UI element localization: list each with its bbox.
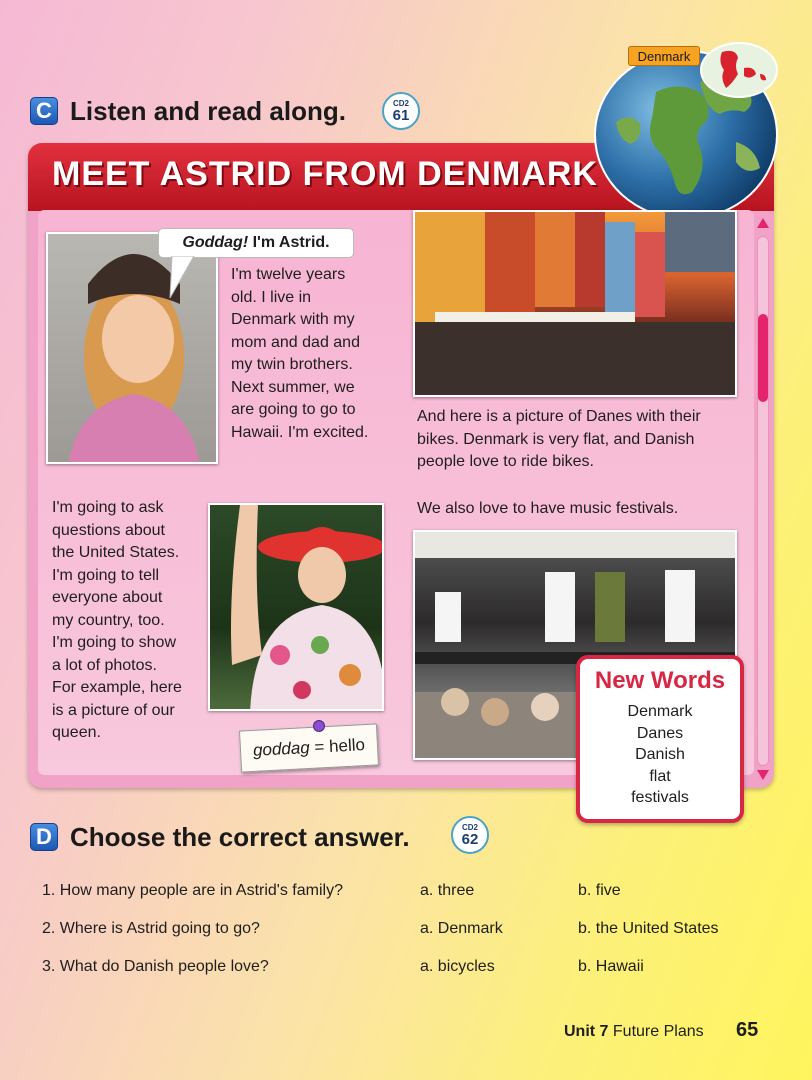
intro-line: my twin brothers.: [231, 356, 353, 373]
cd-label: CD2: [392, 98, 409, 108]
new-word: Danes: [636, 724, 684, 742]
goddag-definition-card: [239, 723, 379, 772]
goddag-meaning: = hello: [309, 735, 366, 757]
new-word: Denmark: [627, 703, 693, 720]
answer-1b[interactable]: b. five: [578, 882, 621, 899]
paragraph-line: I'm going to show: [52, 634, 177, 651]
answer-3b[interactable]: b. Hawaii: [578, 958, 644, 975]
paragraph-line: I'm going to tell: [52, 566, 160, 584]
copenhagen-street-photo: [413, 210, 737, 397]
intro-line: are going to go to: [231, 401, 356, 418]
speech-intro: I'm Astrid.: [248, 234, 330, 251]
bikes-line: bikes. Denmark is very flat, and Danish: [417, 430, 695, 448]
cd-track-number: 61: [392, 106, 410, 124]
new-words-title: New Words: [594, 667, 726, 694]
denmark-inset-map: [700, 42, 778, 98]
intro-line: mom and dad and: [231, 333, 360, 351]
page-footer: [564, 1023, 704, 1041]
scroll-up-arrow-icon[interactable]: [756, 216, 770, 230]
answer-3a[interactable]: a. bicycles: [420, 958, 495, 975]
goddag-word: goddag: [252, 737, 311, 760]
denmark-map-shape: [702, 44, 778, 98]
new-word: flat: [649, 767, 671, 785]
answer-2b[interactable]: b. the United States: [578, 920, 719, 937]
new-words-box: [576, 655, 744, 823]
queen-photo: [208, 503, 384, 711]
bikes-paragraph: [417, 406, 747, 474]
intro-line: I'm twelve years: [231, 266, 346, 283]
intro-paragraph: [231, 264, 401, 444]
speech-greeting: Goddag!: [182, 234, 249, 251]
intro-line: Next summer, we: [231, 378, 355, 396]
section-c-title: Listen and read along.: [70, 96, 346, 126]
festival-text: We also love to have music festivals.: [417, 500, 679, 517]
intro-line: Denmark with my: [231, 311, 355, 328]
paragraph-line: questions about: [52, 521, 165, 539]
new-word: festivals: [631, 789, 689, 806]
paragraph-line: I'm going to ask: [52, 499, 164, 516]
paragraph-line: everyone about: [52, 589, 163, 606]
page-number: 65: [736, 1019, 759, 1041]
questions-paragraph: [52, 497, 212, 745]
cd-track-62-badge[interactable]: [451, 816, 489, 854]
street-scene-graphic: [415, 212, 737, 397]
intro-line: old. I live in: [231, 288, 312, 306]
footer-topic: Future Plans: [612, 1023, 704, 1040]
pushpin-icon: [313, 720, 325, 732]
cd-label: CD2: [461, 822, 478, 832]
paragraph-line: For example, here: [52, 679, 182, 696]
astrid-speech-bubble: [158, 228, 354, 258]
paragraph-line: queen.: [52, 724, 101, 741]
cd-track-61-badge[interactable]: [382, 92, 420, 130]
bikes-line: people love to ride bikes.: [417, 453, 594, 470]
denmark-label-tag: Denmark: [628, 46, 700, 66]
bikes-line: And here is a picture of Danes with their: [417, 408, 701, 425]
paragraph-line: my country, too.: [52, 611, 165, 629]
speech-bubble-tail: [168, 256, 196, 300]
intro-line: Hawaii. I'm excited.: [231, 423, 369, 441]
scroll-down-arrow-icon[interactable]: [756, 768, 770, 782]
banner-title: MEET ASTRID FROM DENMARK: [52, 155, 598, 193]
paragraph-line: a lot of photos.: [52, 656, 157, 674]
queen-figure-graphic: [210, 505, 384, 711]
answer-1a[interactable]: a. three: [420, 882, 475, 899]
section-d-letter: D: [30, 823, 58, 851]
paragraph-line: the United States.: [52, 544, 180, 561]
new-word: Danish: [635, 746, 685, 763]
question-3: 3. What do Danish people love?: [42, 958, 269, 975]
section-d-title: Choose the correct answer.: [70, 822, 410, 852]
section-c-letter: C: [30, 97, 58, 125]
question-1: 1. How many people are in Astrid's family?: [42, 882, 343, 899]
question-2: 2. Where is Astrid going to go?: [42, 920, 260, 937]
cd-track-number: 62: [461, 830, 479, 848]
scrollbar-thumb[interactable]: [758, 314, 768, 402]
paragraph-line: is a picture of our: [52, 701, 175, 719]
footer-unit: Unit 7: [564, 1023, 609, 1040]
answer-2a[interactable]: a. Denmark: [420, 920, 503, 937]
